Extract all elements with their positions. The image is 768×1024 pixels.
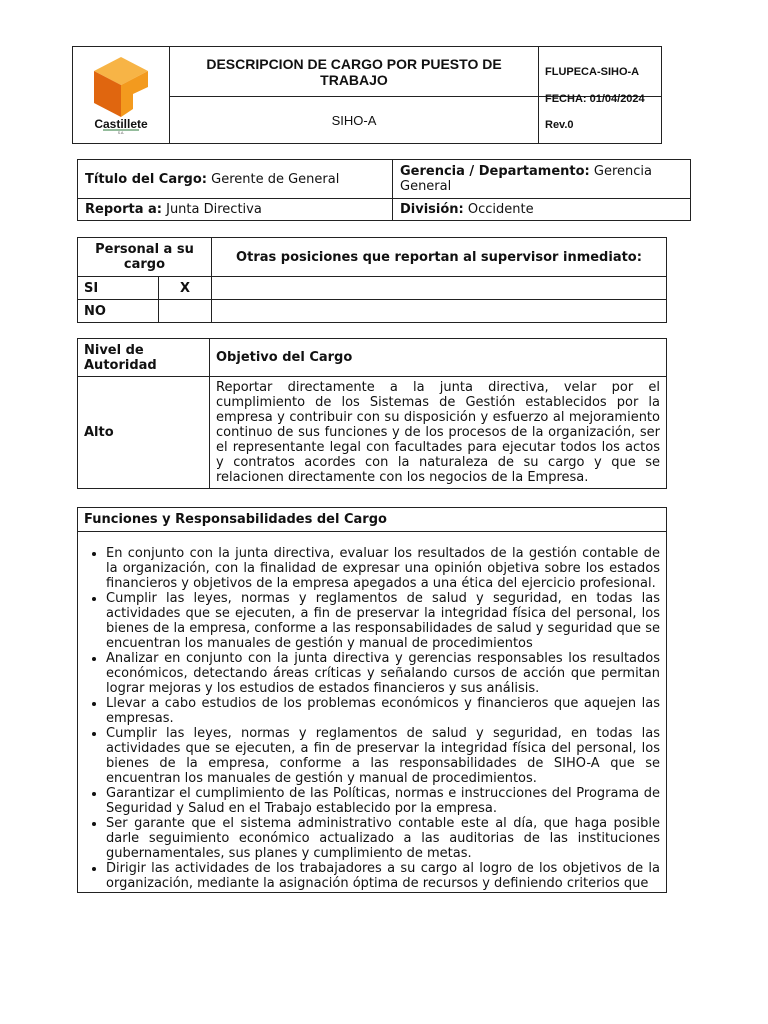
list-item: • Garantizar el cumplimiento de las Políticas, normas e instrucciones del Programa de Seguridad y Salud en el Trabajo establecido por la empresa. (106, 786, 660, 816)
staff-header: Personal a su cargo (78, 238, 212, 277)
reports-to-cell (78, 199, 393, 221)
division-value: Occidente (467, 202, 534, 217)
division-cell (393, 199, 691, 221)
department-label: Gerencia / Departamento: (400, 164, 590, 179)
division-label: División: (400, 202, 464, 217)
document-revision: Rev.0 (545, 119, 574, 131)
other-positions-row-2 (212, 300, 667, 323)
document-code: FLUPECA-SIHO-A (539, 47, 662, 97)
system-code: SIHO-A (170, 97, 539, 144)
functions-list (106, 546, 660, 891)
job-title-label: Título del Cargo: (85, 171, 207, 187)
document-header (72, 46, 662, 144)
list-item: • Analizar en conjunto con la junta directiva y gerencias responsables los resultados económicos, detectando áreas críticas y señalando cursos de acción que permitan lograr mejoras y los estudios de estados financieros y sus análisis. (106, 651, 660, 696)
logo-text: Castillete (94, 117, 148, 131)
job-title-value: Gerente de General (211, 171, 340, 187)
other-positions-header: Otras posiciones que reportan al supervisor inmediato: (212, 238, 667, 277)
department-cell (393, 160, 691, 199)
list-item: • Llevar a cabo estudios de los problemas económicos y financieros que aquejen las empresas. (106, 696, 660, 726)
castillete-logo-icon (83, 51, 159, 135)
staff-no-label: NO (78, 300, 159, 323)
authority-level-value: Alto (78, 377, 210, 489)
authority-level-label: Nivel de Autoridad (78, 339, 210, 377)
staff-yes-label: SI (78, 277, 159, 300)
document-title: DESCRIPCION DE CARGO POR PUESTO DE TRABAJO (170, 47, 539, 97)
list-item: • Ser garante que el sistema administrativo contable este al día, que haga posible darle seguimiento económico actualizado a las auditorias de las instituciones gubernamentales, sus planes y cumplimiento de metas. (106, 816, 660, 861)
list-item: • Cumplir las leyes, normas y reglamentos de salud y seguridad, en todas las actividades que se ejecuten, a fin de preservar la integridad física del personal, los bienes de la empresa, conforme a las responsabilidades de salud y seguridad que se encuentran los manuales de gestión y manual de procedimientos (106, 591, 660, 651)
document-date: FECHA: 01/04/2024 (545, 93, 645, 105)
job-title-cell (78, 160, 393, 199)
list-item: • En conjunto con la junta directiva, evaluar los resultados de la gestión contable de la organización, con la finalidad de expresar una opinión objetiva sobre los estados financieros y objetivos de la empresa apegados a una ética del ejercicio profesional. (106, 546, 660, 591)
staff-table (77, 237, 667, 323)
staff-no-mark (159, 300, 212, 323)
department-value: Gerencia General (400, 164, 652, 194)
staff-yes-mark: X (159, 277, 212, 300)
list-item: • Dirigir las actividades de los trabajadores a su cargo al logro de los objetivos de la organización, mediante la asignación óptima de recursos y definiendo criterios que (106, 861, 660, 891)
reports-to-label: Reporta a: (85, 202, 162, 217)
other-positions-row-1 (212, 277, 667, 300)
objective-label: Objetivo del Cargo (210, 339, 667, 377)
logo-subtext: S.A. (117, 131, 125, 135)
job-info-table (77, 159, 691, 221)
authority-table (77, 338, 667, 489)
objective-text: Reportar directamente a la junta directiva, velar por el cumplimiento de los Sistemas de Gestión establecidos por la empresa y contribuir con su disposición y esfuerzo al mejoramiento continuo de sus funciones y de los procesos de la organización, ser el representante legal con facultades para ejecutar todos los actos y contratos acordes con la naturaleza de su cargo y que se relacionen directamente con los negocios de la Empresa. (210, 377, 667, 489)
functions-title: Funciones y Responsabilidades del Cargo (78, 508, 666, 532)
company-logo (73, 47, 170, 144)
functions-section (77, 507, 667, 893)
reports-to-value: Junta Directiva (166, 202, 262, 217)
list-item: • Cumplir las leyes, normas y reglamentos de salud y seguridad, en todas las actividades que se ejecuten, a fin de preservar la integridad física del personal, los bienes de la empresa, conforme a las responsabilidades de SIHO-A que se encuentran los manuales de gestión y manual de procedimientos. (106, 726, 660, 786)
